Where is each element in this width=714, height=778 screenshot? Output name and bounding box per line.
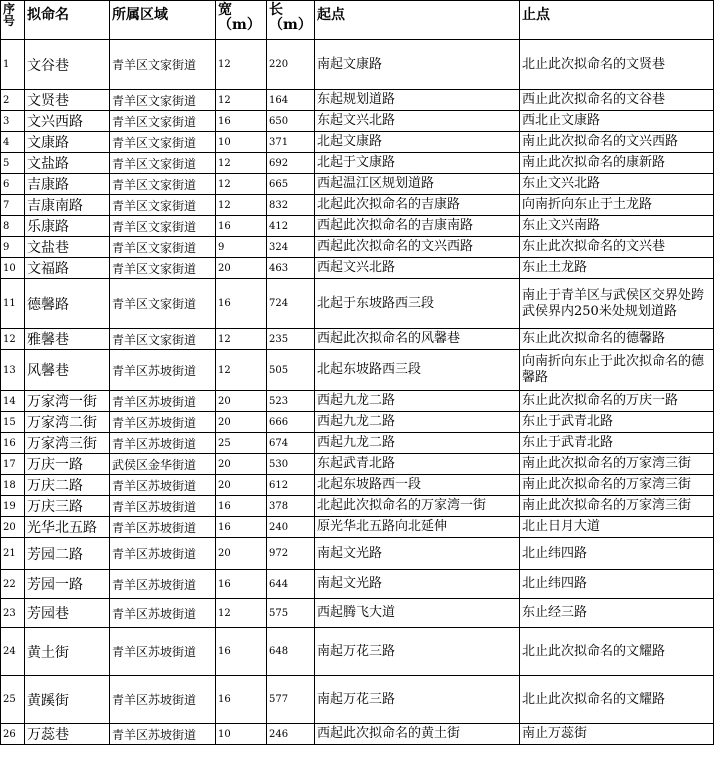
- header-end: 止点: [520, 1, 714, 40]
- district-cell: 青羊区文家街道: [110, 111, 216, 132]
- road-name-cell: 芳园巷: [25, 599, 110, 628]
- road-name-cell: 芳园一路: [25, 570, 110, 599]
- table-row: [1, 279, 714, 329]
- row-number-cell: 8: [1, 216, 25, 237]
- row-number-cell: 21: [1, 538, 25, 570]
- row-number-cell: 15: [1, 412, 25, 433]
- end-point-cell: 东止经三路: [520, 599, 714, 628]
- header-no: 序 号: [1, 1, 25, 40]
- width-cell: 16: [216, 279, 267, 329]
- width-cell: 16: [216, 628, 267, 676]
- width-cell: 20: [216, 258, 267, 279]
- start-point-cell: 北起于文康路: [315, 153, 520, 174]
- district-cell: 青羊区文家街道: [110, 132, 216, 153]
- district-cell: 青羊区苏坡街道: [110, 538, 216, 570]
- start-point-cell: 西起九龙二路: [315, 433, 520, 454]
- header-district: 所属区域: [110, 1, 216, 40]
- start-point-cell: 西起此次拟命名的文兴西路: [315, 237, 520, 258]
- end-point-cell: 南止此次拟命名的康新路: [520, 153, 714, 174]
- district-cell: 青羊区文家街道: [110, 153, 216, 174]
- length-cell: 378: [267, 496, 315, 517]
- road-name-cell: 雅馨巷: [25, 329, 110, 350]
- table-row: [1, 676, 714, 724]
- road-name-cell: 光华北五路: [25, 517, 110, 538]
- end-point-cell: 北止日月大道: [520, 517, 714, 538]
- end-point-cell: 北止此次拟命名的文耀路: [520, 628, 714, 676]
- table-row: [1, 570, 714, 599]
- row-number-cell: 24: [1, 628, 25, 676]
- length-cell: 575: [267, 599, 315, 628]
- road-name-cell: 文谷巷: [25, 40, 110, 90]
- road-name-cell: 万蕊巷: [25, 724, 110, 745]
- header-row: [1, 1, 714, 40]
- row-number-cell: 4: [1, 132, 25, 153]
- start-point-cell: 西起九龙二路: [315, 412, 520, 433]
- length-cell: 612: [267, 475, 315, 496]
- row-number-cell: 1: [1, 40, 25, 90]
- start-point-cell: 西起此次拟命名的吉康南路: [315, 216, 520, 237]
- width-cell: 25: [216, 433, 267, 454]
- road-name-cell: 文兴西路: [25, 111, 110, 132]
- table-row: [1, 538, 714, 570]
- start-point-cell: 西起此次拟命名的风馨巷: [315, 329, 520, 350]
- length-cell: 324: [267, 237, 315, 258]
- width-cell: 12: [216, 40, 267, 90]
- start-point-cell: 西起文兴北路: [315, 258, 520, 279]
- road-name-cell: 万庆三路: [25, 496, 110, 517]
- row-number-cell: 25: [1, 676, 25, 724]
- table-row: [1, 454, 714, 475]
- width-cell: 20: [216, 391, 267, 412]
- length-cell: 724: [267, 279, 315, 329]
- end-point-cell: 东止土龙路: [520, 258, 714, 279]
- road-name-cell: 万家湾二街: [25, 412, 110, 433]
- length-cell: 577: [267, 676, 315, 724]
- end-point-cell: 向南折向东止于土龙路: [520, 195, 714, 216]
- row-number-cell: 12: [1, 329, 25, 350]
- length-cell: 235: [267, 329, 315, 350]
- district-cell: 青羊区文家街道: [110, 216, 216, 237]
- table-row: [1, 350, 714, 391]
- district-cell: 青羊区文家街道: [110, 258, 216, 279]
- table-row: [1, 412, 714, 433]
- row-number-cell: 16: [1, 433, 25, 454]
- start-point-cell: 西起腾飞大道: [315, 599, 520, 628]
- table-row: [1, 111, 714, 132]
- district-cell: 青羊区文家街道: [110, 90, 216, 111]
- start-point-cell: 南起文康路: [315, 40, 520, 90]
- length-cell: 650: [267, 111, 315, 132]
- district-cell: 青羊区苏坡街道: [110, 724, 216, 745]
- start-point-cell: 东起武青北路: [315, 454, 520, 475]
- district-cell: 青羊区苏坡街道: [110, 517, 216, 538]
- road-name-cell: 风馨巷: [25, 350, 110, 391]
- end-point-cell: 东止于武青北路: [520, 412, 714, 433]
- length-cell: 412: [267, 216, 315, 237]
- road-name-cell: 万庆二路: [25, 475, 110, 496]
- table-row: [1, 391, 714, 412]
- road-name-cell: 芳园二路: [25, 538, 110, 570]
- end-point-cell: 南止万蕊街: [520, 724, 714, 745]
- width-cell: 12: [216, 350, 267, 391]
- table-row: [1, 517, 714, 538]
- table-row: [1, 90, 714, 111]
- row-number-cell: 19: [1, 496, 25, 517]
- length-cell: 674: [267, 433, 315, 454]
- width-cell: 12: [216, 329, 267, 350]
- start-point-cell: 北起此次拟命名的万家湾一街: [315, 496, 520, 517]
- end-point-cell: 东止此次拟命名的德馨路: [520, 329, 714, 350]
- width-cell: 9: [216, 237, 267, 258]
- width-cell: 12: [216, 599, 267, 628]
- district-cell: 青羊区苏坡街道: [110, 599, 216, 628]
- row-number-cell: 17: [1, 454, 25, 475]
- district-cell: 青羊区苏坡街道: [110, 412, 216, 433]
- district-cell: 青羊区苏坡街道: [110, 628, 216, 676]
- width-cell: 20: [216, 412, 267, 433]
- row-number-cell: 6: [1, 174, 25, 195]
- end-point-cell: 南止此次拟命名的万家湾三街: [520, 454, 714, 475]
- start-point-cell: 南起文光路: [315, 570, 520, 599]
- road-name-cell: 文贤巷: [25, 90, 110, 111]
- end-point-cell: 西止此次拟命名的文谷巷: [520, 90, 714, 111]
- table-row: [1, 40, 714, 90]
- length-cell: 666: [267, 412, 315, 433]
- width-cell: 16: [216, 496, 267, 517]
- start-point-cell: 北起于东坡路西三段: [315, 279, 520, 329]
- width-cell: 16: [216, 570, 267, 599]
- header-name: 拟命名: [25, 1, 110, 40]
- row-number-cell: 22: [1, 570, 25, 599]
- row-number-cell: 7: [1, 195, 25, 216]
- start-point-cell: 南起文光路: [315, 538, 520, 570]
- end-point-cell: 东止此次拟命名的文兴巷: [520, 237, 714, 258]
- road-name-cell: 德馨路: [25, 279, 110, 329]
- length-cell: 220: [267, 40, 315, 90]
- width-cell: 16: [216, 111, 267, 132]
- start-point-cell: 南起万花三路: [315, 676, 520, 724]
- road-name-cell: 文康路: [25, 132, 110, 153]
- row-number-cell: 20: [1, 517, 25, 538]
- length-cell: 463: [267, 258, 315, 279]
- end-point-cell: 北止此次拟命名的文耀路: [520, 676, 714, 724]
- table-row: [1, 195, 714, 216]
- length-cell: 972: [267, 538, 315, 570]
- end-point-cell: 东止此次拟命名的万庆一路: [520, 391, 714, 412]
- row-number-cell: 2: [1, 90, 25, 111]
- table-row: [1, 132, 714, 153]
- road-name-cell: 文福路: [25, 258, 110, 279]
- header-width: 宽 （m）: [216, 1, 267, 40]
- length-cell: 246: [267, 724, 315, 745]
- district-cell: 青羊区文家街道: [110, 40, 216, 90]
- start-point-cell: 北起东坡路西三段: [315, 350, 520, 391]
- district-cell: 青羊区文家街道: [110, 279, 216, 329]
- table-row: [1, 724, 714, 745]
- length-cell: 371: [267, 132, 315, 153]
- district-cell: 青羊区苏坡街道: [110, 570, 216, 599]
- end-point-cell: 北止此次拟命名的文贤巷: [520, 40, 714, 90]
- width-cell: 20: [216, 475, 267, 496]
- road-name-cell: 万家湾一街: [25, 391, 110, 412]
- district-cell: 青羊区文家街道: [110, 237, 216, 258]
- table-row: [1, 628, 714, 676]
- start-point-cell: 西起九龙二路: [315, 391, 520, 412]
- table-row: [1, 153, 714, 174]
- end-point-cell: 南止此次拟命名的万家湾三街: [520, 475, 714, 496]
- road-name-cell: 文盐巷: [25, 237, 110, 258]
- table-row: [1, 599, 714, 628]
- road-name-cell: 吉康路: [25, 174, 110, 195]
- width-cell: 20: [216, 454, 267, 475]
- length-cell: 530: [267, 454, 315, 475]
- row-number-cell: 26: [1, 724, 25, 745]
- width-cell: 12: [216, 195, 267, 216]
- row-number-cell: 3: [1, 111, 25, 132]
- width-cell: 12: [216, 174, 267, 195]
- width-cell: 20: [216, 538, 267, 570]
- width-cell: 16: [216, 517, 267, 538]
- end-point-cell: 向南折向东止于此次拟命名的德馨路: [520, 350, 714, 391]
- length-cell: 665: [267, 174, 315, 195]
- table-row: [1, 329, 714, 350]
- length-cell: 164: [267, 90, 315, 111]
- row-number-cell: 14: [1, 391, 25, 412]
- district-cell: 青羊区文家街道: [110, 195, 216, 216]
- district-cell: 青羊区文家街道: [110, 174, 216, 195]
- road-name-cell: 万家湾三街: [25, 433, 110, 454]
- end-point-cell: 东止文兴北路: [520, 174, 714, 195]
- end-point-cell: 南止此次拟命名的万家湾三街: [520, 496, 714, 517]
- width-cell: 12: [216, 153, 267, 174]
- width-cell: 10: [216, 724, 267, 745]
- table-body: [1, 40, 714, 745]
- end-point-cell: 南止此次拟命名的文兴西路: [520, 132, 714, 153]
- road-name-cell: 乐康路: [25, 216, 110, 237]
- district-cell: 青羊区苏坡街道: [110, 496, 216, 517]
- length-cell: 644: [267, 570, 315, 599]
- end-point-cell: 南止于青羊区与武侯区交界处跨武侯界内250米处规划道路: [520, 279, 714, 329]
- row-number-cell: 9: [1, 237, 25, 258]
- row-number-cell: 5: [1, 153, 25, 174]
- start-point-cell: 东起规划道路: [315, 90, 520, 111]
- width-cell: 12: [216, 90, 267, 111]
- district-cell: 青羊区苏坡街道: [110, 475, 216, 496]
- length-cell: 832: [267, 195, 315, 216]
- end-point-cell: 东止文兴南路: [520, 216, 714, 237]
- start-point-cell: 北起此次拟命名的吉康路: [315, 195, 520, 216]
- length-cell: 692: [267, 153, 315, 174]
- start-point-cell: 西起此次拟命名的黄土街: [315, 724, 520, 745]
- end-point-cell: 北止纬四路: [520, 570, 714, 599]
- table-row: [1, 216, 714, 237]
- road-name-cell: 文盐路: [25, 153, 110, 174]
- row-number-cell: 11: [1, 279, 25, 329]
- start-point-cell: 西起温江区规划道路: [315, 174, 520, 195]
- road-name-cell: 万庆一路: [25, 454, 110, 475]
- road-name-cell: 黄土街: [25, 628, 110, 676]
- end-point-cell: 北止纬四路: [520, 538, 714, 570]
- length-cell: 648: [267, 628, 315, 676]
- header-start: 起点: [315, 1, 520, 40]
- table-row: [1, 174, 714, 195]
- district-cell: 青羊区苏坡街道: [110, 350, 216, 391]
- row-number-cell: 23: [1, 599, 25, 628]
- road-name-cell: 黄蹊街: [25, 676, 110, 724]
- width-cell: 10: [216, 132, 267, 153]
- width-cell: 16: [216, 676, 267, 724]
- header-length: 长 （m）: [267, 1, 315, 40]
- length-cell: 523: [267, 391, 315, 412]
- district-cell: 青羊区苏坡街道: [110, 391, 216, 412]
- start-point-cell: 北起文康路: [315, 132, 520, 153]
- district-cell: 青羊区苏坡街道: [110, 676, 216, 724]
- district-cell: 青羊区文家街道: [110, 329, 216, 350]
- district-cell: 青羊区苏坡街道: [110, 433, 216, 454]
- length-cell: 240: [267, 517, 315, 538]
- row-number-cell: 13: [1, 350, 25, 391]
- length-cell: 505: [267, 350, 315, 391]
- table-row: [1, 258, 714, 279]
- row-number-cell: 18: [1, 475, 25, 496]
- end-point-cell: 东止于武青北路: [520, 433, 714, 454]
- table-row: [1, 496, 714, 517]
- start-point-cell: 东起文兴北路: [315, 111, 520, 132]
- table-row: [1, 237, 714, 258]
- width-cell: 16: [216, 216, 267, 237]
- table-row: [1, 433, 714, 454]
- row-number-cell: 10: [1, 258, 25, 279]
- district-cell: 武侯区金华街道: [110, 454, 216, 475]
- road-name-cell: 吉康南路: [25, 195, 110, 216]
- end-point-cell: 西北止文康路: [520, 111, 714, 132]
- start-point-cell: 南起万花三路: [315, 628, 520, 676]
- start-point-cell: 北起东坡路西一段: [315, 475, 520, 496]
- table-row: [1, 475, 714, 496]
- start-point-cell: 原光华北五路向北延伸: [315, 517, 520, 538]
